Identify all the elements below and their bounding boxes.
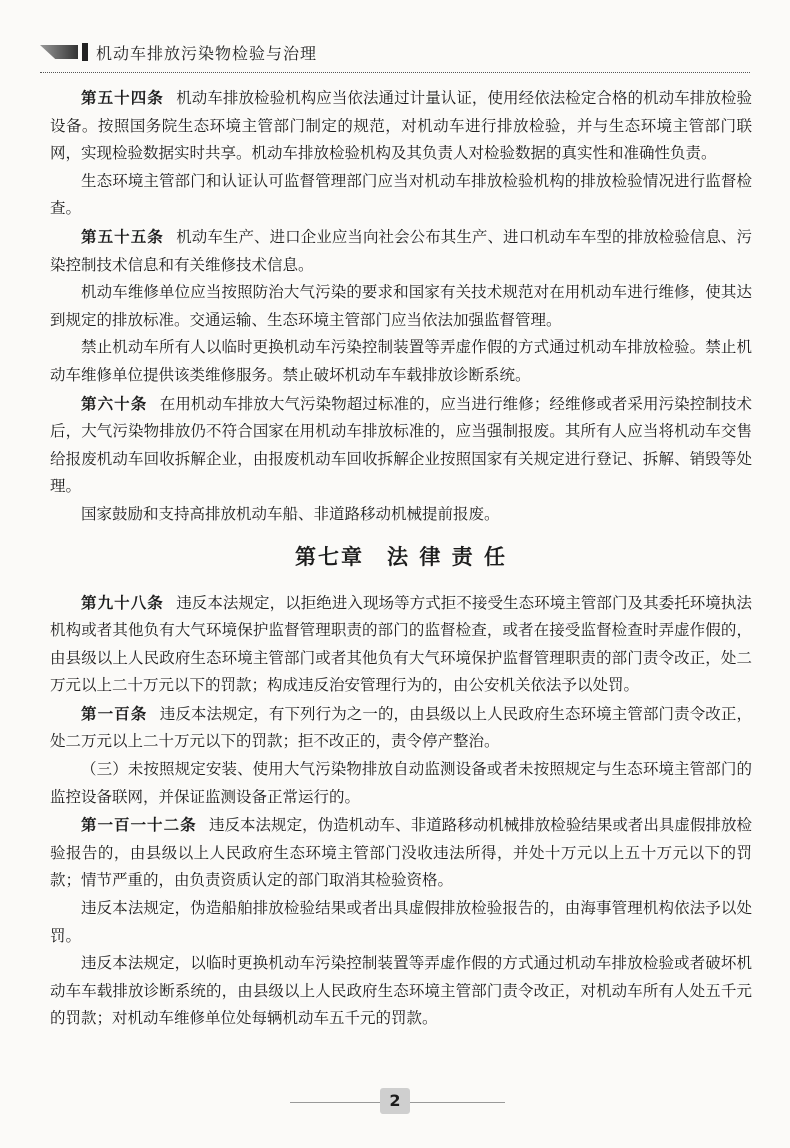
article-number: 第五十四条 [81,88,164,107]
paragraph [50,950,752,1033]
running-header-title: 机动车排放污染物检验与治理 [96,43,318,63]
article-number: 第一百条 [81,703,148,723]
header-decoration [40,45,78,59]
paragraph-text: 国家鼓励和支持高排放机动车船、非道路移动机械提前报废。 [81,504,500,523]
paragraph-text: （三）未按照规定安装、使用大气污染物排放自动监测设备或者未按照规定与生态环境主管部门的监控设备联网，并保证监测设备正常运行的。 [50,760,752,806]
paragraph-text: 机动车维修单位应当按照防治大气污染的要求和国家有关技术规范对在用机动车进行维修，使其达到规定的排放标准。交通运输、生态环境主管部门应当依法加强监督管理。 [50,283,752,329]
header-bar [82,43,88,61]
header-dotted-rule [40,72,750,73]
paragraph [50,756,752,811]
section-before-chapter [50,84,752,529]
page-footer [0,1082,790,1122]
paragraph-text: 违反本法规定，伪造机动车、非道路移动机械排放检验结果或者出具虚假排放检验报告的，由县级以上人民政府生态环境主管部门没收违法所得，并处十万元以上五十万元以下的罚款；情节严重的，由负责资质认定的部门取消其检验资格。 [50,816,752,890]
footer-rule-left [290,1102,380,1103]
paragraph [50,334,752,389]
page-number: 2 [380,1088,410,1114]
paragraph [50,279,752,334]
paragraph-text: 机动车生产、进口企业应当向社会公布其生产、进口机动车车型的排放检验信息、污染控制技术信息和有关维修技术信息。 [50,227,752,274]
paragraph [50,501,752,529]
paragraph [50,168,752,223]
paragraph [50,811,752,895]
footer-rule-right [410,1102,505,1103]
article-number: 第六十条 [81,393,148,413]
paragraph [50,895,752,950]
article-number: 第九十八条 [81,592,164,612]
paragraph [50,700,752,756]
section-after-chapter [50,589,752,1034]
paragraph [50,223,752,279]
paragraph [50,390,752,501]
paragraph-text: 违反本法规定，以拒绝进入现场等方式拒不接受生态环境主管部门及其委托环境执法机构或者其他负有大气环境保护监督管理职责的部门的监督检查，或者在接受监督检查时弄虚作假的，由县级以上人民政府生态环境主管部门或者其他负有大气环境保护监督管理职责的部门责令改正，处二万元以上二十万元以下的罚款；构成违反治安管理行为的，由公安机关依法予以处罚。 [50,593,752,695]
paragraph-text: 违反本法规定，有下列行为之一的，由县级以上人民政府生态环境主管部门责令改正，处二万元以上二十万元以下的罚款；拒不改正的，责令停产整治。 [50,704,752,751]
article-number: 第一百一十二条 [81,815,197,835]
paragraph [50,589,752,700]
paragraph [50,84,752,168]
paragraph-text: 在用机动车排放大气污染物超过标准的，应当进行维修；经维修或者采用污染控制技术后，大气污染物排放仍不符合国家在用机动车排放标准的，应当强制报废。其所有人应当将机动车交售给报废机动车回收拆解企业，由报废机动车回收拆解企业按照国家有关规定进行登记、拆解、销毁等处理。 [50,394,752,496]
chapter-heading: 第七章 法 律 责 任 [295,544,507,569]
running-header [40,36,742,68]
page-body [50,84,752,1033]
paragraph-text: 违反本法规定，以临时更换机动车污染控制装置等弄虚作假的方式通过机动车排放检验或者破坏机动车车载排放诊断系统的，由县级以上人民政府生态环境主管部门责令改正，对机动车所有人处五千元的罚款；对机动车维修单位处每辆机动车五千元的罚款。 [50,954,752,1028]
paragraph-text: 生态环境主管部门和认证认可监督管理部门应当对机动车排放检验机构的排放检验情况进行监督检查。 [50,171,752,218]
paragraph-text: 禁止机动车所有人以临时更换机动车污染控制装置等弄虚作假的方式通过机动车排放检验。禁止机动车维修单位提供该类维修服务。禁止破坏机动车车载排放诊断系统。 [50,338,752,384]
article-number: 第五十五条 [81,226,164,246]
paragraph-text: 机动车排放检验机构应当依法通过计量认证，使用经依法检定合格的机动车排放检验设备。按照国务院生态环境主管部门制定的规范，对机动车进行排放检验，并与生态环境主管部门联网，实现检验数据实时共享。机动车排放检验机构及其负责人对检验数据的真实性和准确性负责。 [50,89,752,163]
paragraph-text: 违反本法规定，伪造船舶排放检验结果或者出具虚假排放检验报告的，由海事管理机构依法予以处罚。 [50,899,752,945]
